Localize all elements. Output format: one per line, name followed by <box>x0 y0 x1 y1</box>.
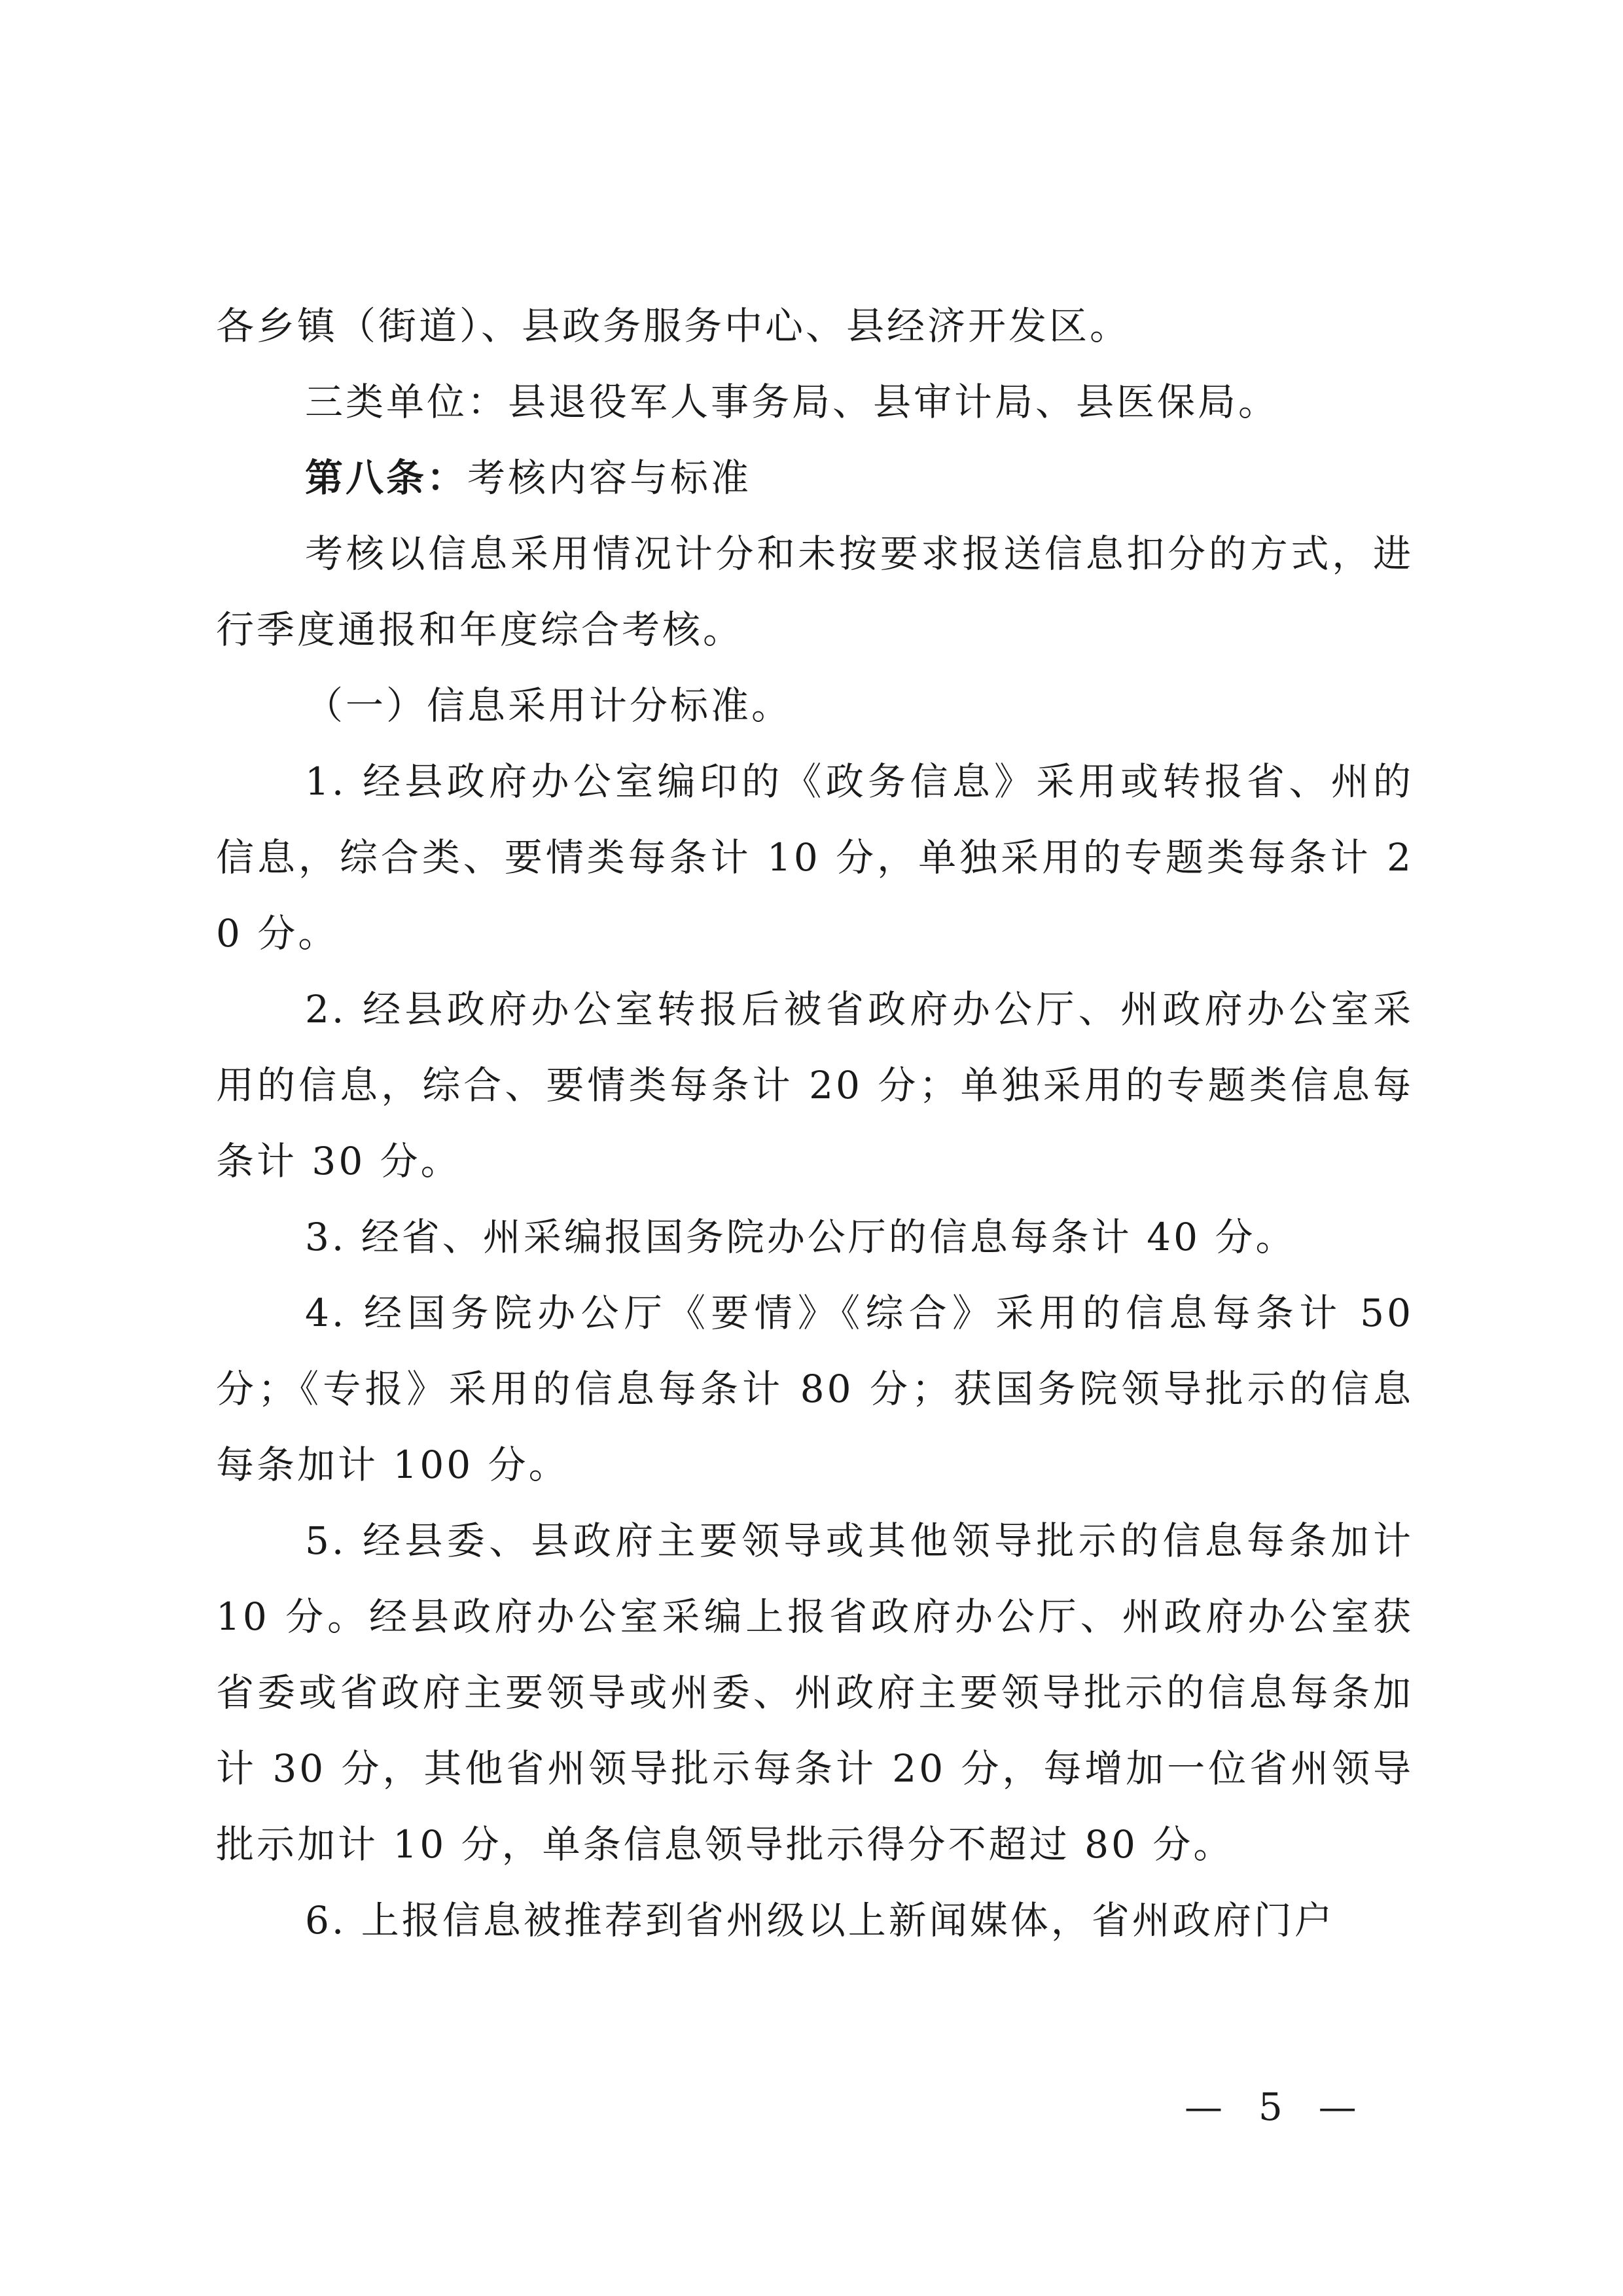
paragraph-item-2: 2. 经县政府办公室转报后被省政府办公厅、州政府办公室采用的信息，综合、要情类每条计 20 分；单独采用的专题类信息每条计 30 分。 <box>216 987 1414 1183</box>
page-number: — 5 — <box>1185 2085 1361 2129</box>
paragraph-item-3: 3. 经省、州采编报国务院办公厅的信息每条计 40 分。 <box>305 1215 1296 1259</box>
paragraph-item-1: 1. 经县政府办公室编印的《政务信息》采用或转报省、州的信息，综合类、要情类每条计 10 分，单独采用的专题类每条计 20 分。 <box>216 759 1414 956</box>
paragraph-assessment-method: 考核以信息采用情况计分和未按要求报送信息扣分的方式，进行季度通报和年度综合考核。 <box>216 531 1414 652</box>
paragraph-item-5: 5. 经县委、县政府主要领导或其他领导批示的信息每条加计 10 分。经县政府办公室采编上报省政府办公厅、州政府办公室获省委或省政府主要领导或州委、州政府主要领导批示的信息每条加计 30 分，其他省州领导批示每条计 20 分，每增加一位省州领导批示加计 10 分，单条信息领导批示得分不超过 80 分。 <box>216 1518 1414 1867</box>
article-title: 考核内容与标准 <box>467 456 752 500</box>
paragraph-units-list: 各乡镇（街道）、县政务服务中心、县经济开发区。 <box>216 304 1131 348</box>
document-body <box>216 288 1414 1958</box>
paragraph-item-4: 4. 经国务院办公厅《要情》《综合》采用的信息每条计 50 分；《专报》采用的信息每条计 80 分；获国务院领导批示的信息每条加计 100 分。 <box>216 1291 1414 1487</box>
paragraph-article-eight <box>216 440 1414 516</box>
article-heading: 第八条： <box>305 456 468 500</box>
paragraph-category-three: 三类单位：县退役军人事务局、县审计局、县医保局。 <box>305 380 1279 424</box>
paragraph-section-one: （一）信息采用计分标准。 <box>305 683 793 728</box>
paragraph-item-6: 6. 上报信息被推荐到省州级以上新闻媒体，省州政府门户 <box>305 1898 1335 1943</box>
